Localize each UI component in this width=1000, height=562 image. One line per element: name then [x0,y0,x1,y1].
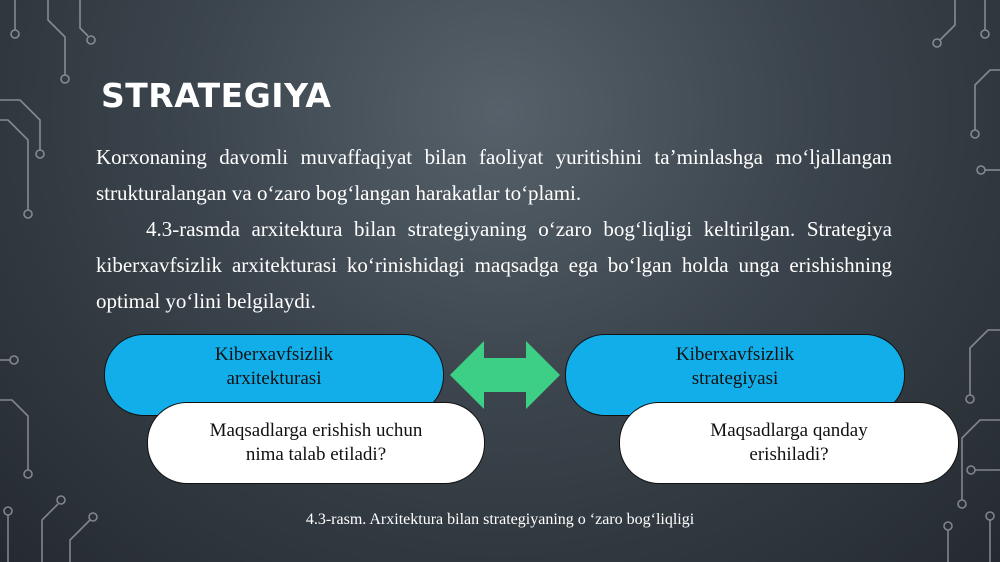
description-paragraph: 4.3-rasmda arxitektura bilan strategiyaning o‘zaro bog‘liqligi keltirilgan. Strategiya kiberxavfsizlik arxitekturasi ko‘rinishidagi maqsadga ega bo‘lgan holda unga erishishning optimal yo‘lini belgilaydi. [96,217,892,313]
strategy-label: Kiberxavfsizlik strategiyasi [675,344,795,389]
definition-paragraph: Korxonaning davomli muvaffaqiyat bilan faoliyat yuritishini ta’minlashga mo‘ljallangan strukturalangan va o‘zaro bog‘langan harakatlar to‘plami. [96,145,892,205]
architecture-question-box [147,402,485,484]
architecture-question: Maqsadlarga erishish uchun nima talab etiladi? [209,420,423,465]
slide-title: STRATEGIYA [101,76,332,115]
double-arrow-icon [450,341,560,409]
figure-caption: 4.3-rasm. Arxitektura bilan strategiyaning o ‘zaro bog‘liqligi [305,511,695,528]
strategy-question: Maqsadlarga qanday erishiladi? [710,420,868,465]
architecture-label: Kiberxavfsizlik arxitekturasi [214,344,334,389]
strategy-question-box [619,402,959,484]
